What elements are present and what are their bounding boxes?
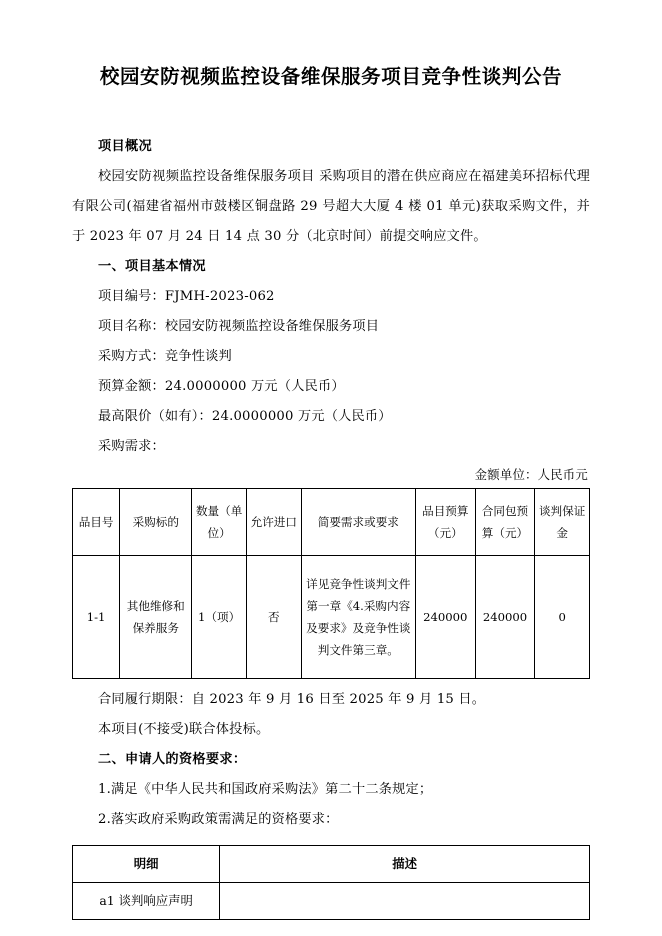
cell-quantity: 1（项） (192, 556, 247, 679)
overview-heading: 项目概况 (98, 139, 152, 154)
col-header-deposit: 谈判保证金 (535, 489, 590, 556)
qualify-table-row (73, 883, 590, 920)
qualification-table (72, 845, 590, 920)
field-project-number: 项目编号：FJMH-2023-062 (98, 289, 275, 304)
table-row (73, 556, 590, 679)
field-budget-amount: 预算金额：24.0000000 万元（人民币） (98, 379, 345, 394)
table-header-row (73, 489, 590, 556)
field-procurement-method: 采购方式：竞争性谈判 (98, 349, 232, 364)
qualification-item-1: 1.满足《中华人民共和国政府采购法》第二十二条规定； (98, 782, 433, 797)
amount-units-label: 金额单位：人民币元 (474, 467, 588, 482)
procurement-items-table (72, 488, 590, 679)
col-header-pkg-budget: 合同包预算（元） (475, 489, 535, 556)
qualify-header-row (73, 846, 590, 883)
cell-import: 否 (246, 556, 301, 679)
qualification-item-2: 2.落实政府采购政策需满足的资格要求： (98, 812, 339, 827)
title-spacer (72, 92, 590, 132)
cell-requirement: 详见竞争性谈判文件第一章《4.采购内容及要求》及竞争性谈判文件第三章。 (301, 556, 415, 679)
section-one-heading: 一、项目基本情况 (98, 259, 206, 274)
cell-detail: a1 谈判响应声明 (73, 883, 220, 920)
field-project-name: 项目名称：校园安防视频监控设备维保服务项目 (98, 319, 380, 334)
page-title: 校园安防视频监控设备维保服务项目竞争性谈判公告 (99, 65, 563, 88)
cell-deposit: 0 (535, 556, 590, 679)
cell-pkg-budget: 240000 (475, 556, 535, 679)
consortium-text: 本项目(不接受)联合体投标。 (98, 722, 270, 737)
col-header-requirement: 简要需求或要求 (301, 489, 415, 556)
cell-subject: 其他维修和保养服务 (120, 556, 192, 679)
col-header-subject: 采购标的 (120, 489, 192, 556)
col-header-import: 允许进口 (246, 489, 301, 556)
contract-period-text: 合同履行期限：自 2023 年 9 月 16 日至 2025 年 9 月 15 日。 (98, 692, 486, 707)
col-header-detail: 明细 (73, 846, 220, 883)
cell-description (220, 883, 590, 920)
qualify-table-spacer (72, 835, 590, 845)
col-header-description: 描述 (220, 846, 590, 883)
col-header-quantity: 数量（单位） (192, 489, 247, 556)
col-header-item-no: 品目号 (73, 489, 120, 556)
field-requirement-label: 采购需求： (98, 439, 165, 454)
col-header-item-budget: 品目预算（元） (415, 489, 475, 556)
field-max-price: 最高限价（如有）：24.0000000 万元（人民币） (98, 409, 392, 424)
cell-item-no: 1-1 (73, 556, 120, 679)
cell-item-budget: 240000 (415, 556, 475, 679)
overview-paragraph: 校园安防视频监控设备维保服务项目 采购项目的潜在供应商应在福建美环招标代理有限公司(福建省福州市鼓楼区铜盘路 29 号超大大厦 4 楼 01 单元)获取采购文件，并于 2023 年 07 月 24 日 14 点 30 分（北京时间）前提交响应文件。 (72, 169, 590, 244)
section-two-heading: 二、申请人的资格要求： (98, 752, 247, 767)
